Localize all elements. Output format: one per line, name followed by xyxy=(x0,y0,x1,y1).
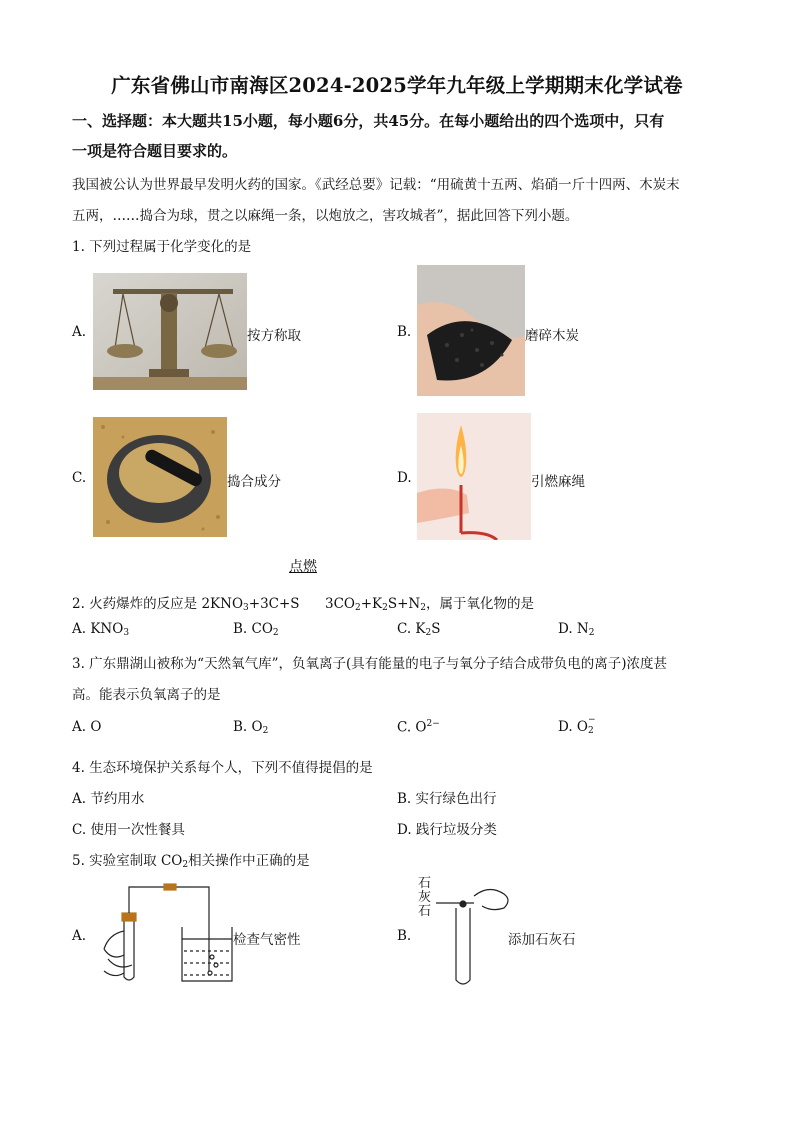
q2-sub-3: 2 xyxy=(382,603,388,613)
q5-option-b-letter: B. xyxy=(397,928,412,944)
q3-option-b-text: B. O xyxy=(233,719,263,735)
limestone-label-char-1: 石 xyxy=(418,876,432,891)
q3-option-c-text: C. O xyxy=(397,719,427,736)
limestone-label xyxy=(418,877,434,919)
q2-option-d-text: D. N xyxy=(558,621,589,637)
q2-sub-1: 3 xyxy=(243,603,249,613)
q2-option-c-sub: 2 xyxy=(425,628,432,638)
q3-option-c xyxy=(397,719,440,736)
q2-option-a-text: A. KNO xyxy=(72,621,124,637)
q3-option-b xyxy=(233,719,268,736)
q2-text-2: +3C+S xyxy=(248,596,300,612)
reaction-condition: 点燃 xyxy=(289,559,317,575)
q2-option-c xyxy=(397,621,441,638)
q3-option-b-sub: 2 xyxy=(262,726,269,736)
q4-option-b: B. 实行绿色出行 xyxy=(397,791,497,807)
q5-text-2: 相关操作中正确的是 xyxy=(188,853,310,869)
q2-text-3: 3CO xyxy=(325,596,355,612)
question-3-line2: 高。能表示负氧离子的是 xyxy=(72,687,221,703)
q2-option-d xyxy=(558,621,594,638)
q3-option-a: A. O xyxy=(72,719,102,735)
q3-option-d xyxy=(558,715,596,736)
q2-option-c-text: C. K xyxy=(397,621,426,637)
q2-option-b-sub: 2 xyxy=(272,628,279,638)
airtightness-diagram xyxy=(94,879,234,987)
question-5-stem xyxy=(72,849,310,870)
q1-option-d-letter: D. xyxy=(397,470,412,486)
limestone-label-char-3: 石 xyxy=(418,904,432,919)
q2-text-5: S+N xyxy=(387,596,421,612)
q1-option-a-text: 按方称取 xyxy=(247,328,301,344)
q5-text-1: 5. 实验室制取 CO xyxy=(72,853,183,869)
page-title: 广东省佛山市南海区2024-2025学年九年级上学期期末化学试卷 xyxy=(111,74,683,97)
question-4-stem: 4. 生态环境保护关系每个人，下列不值得提倡的是 xyxy=(72,760,373,776)
question-3-line1: 3. 广东鼎湖山被称为“天然氧气库”，负氧离子(具有能量的电子与氧分子结合成带负电的离子)浓度甚 xyxy=(72,656,668,672)
q2-option-a xyxy=(72,621,129,638)
q2-text-4: +K xyxy=(360,596,383,612)
q1-option-c-text: 捣合成分 xyxy=(227,474,281,490)
question-1-stem: 1. 下列过程属于化学变化的是 xyxy=(72,239,252,255)
q5-sub: 2 xyxy=(182,860,189,870)
q2-option-b-text: B. CO xyxy=(233,621,273,637)
q2-option-b xyxy=(233,621,279,638)
mortar-pestle-photo xyxy=(93,417,227,537)
q2-text-6: ，属于氧化物的是 xyxy=(425,596,534,612)
q4-option-d: D. 践行垃圾分类 xyxy=(397,822,497,838)
q1-option-d-text: 引燃麻绳 xyxy=(531,474,585,490)
q4-option-a: A. 节约用水 xyxy=(72,791,145,807)
q3-option-d-sup: − xyxy=(588,715,596,725)
q5-option-b-text: 添加石灰石 xyxy=(508,932,576,948)
intro-line2: 五两，……捣合为球，贯之以麻绳一条，以炮放之，害攻城者”，据此回答下列小题。 xyxy=(72,208,579,224)
question-2-stem xyxy=(72,592,300,613)
q4-option-c: C. 使用一次性餐具 xyxy=(72,822,185,838)
q2-option-c-tail: S xyxy=(431,621,441,637)
section-header-line1: 一、选择题：本大题共15小题，每小题6分，共45分。在每小题给出的四个选项中，只有 xyxy=(72,112,665,130)
q5-option-a-letter: A. xyxy=(72,928,87,944)
q2-text-1: 2. 火药爆炸的反应是 2KNO xyxy=(72,596,244,612)
test-tube-diagram xyxy=(434,876,514,988)
q1-option-a-letter: A. xyxy=(72,324,87,340)
q2-option-a-sub: 3 xyxy=(123,628,130,638)
q2-sub-2: 2 xyxy=(355,603,361,613)
q1-option-b-letter: B. xyxy=(397,324,412,340)
q3-option-c-sup: 2− xyxy=(426,719,440,729)
q2-sub-4: 2 xyxy=(420,603,426,613)
q3-option-d-text: D. O xyxy=(558,719,588,735)
intro-line1: 我国被公认为世界最早发明火药的国家。《武经总要》记载：“用硫黄十五两、焰硝一斤十四两、木炭末 xyxy=(72,177,680,193)
balance-scale-photo xyxy=(93,273,247,390)
q3-option-d-sub: 2 xyxy=(588,726,594,736)
limestone-label-char-2: 灰 xyxy=(418,890,432,905)
question-2-stem-right xyxy=(325,592,534,613)
charcoal-hand-photo xyxy=(417,265,525,396)
q5-option-a-text: 检查气密性 xyxy=(233,932,301,948)
q1-option-b-text: 磨碎木炭 xyxy=(525,328,579,344)
q2-option-d-sub: 2 xyxy=(588,628,595,638)
q1-option-c-letter: C. xyxy=(72,470,87,486)
burning-rope-photo xyxy=(417,413,531,540)
section-header-line2: 一项是符合题目要求的。 xyxy=(72,142,238,160)
